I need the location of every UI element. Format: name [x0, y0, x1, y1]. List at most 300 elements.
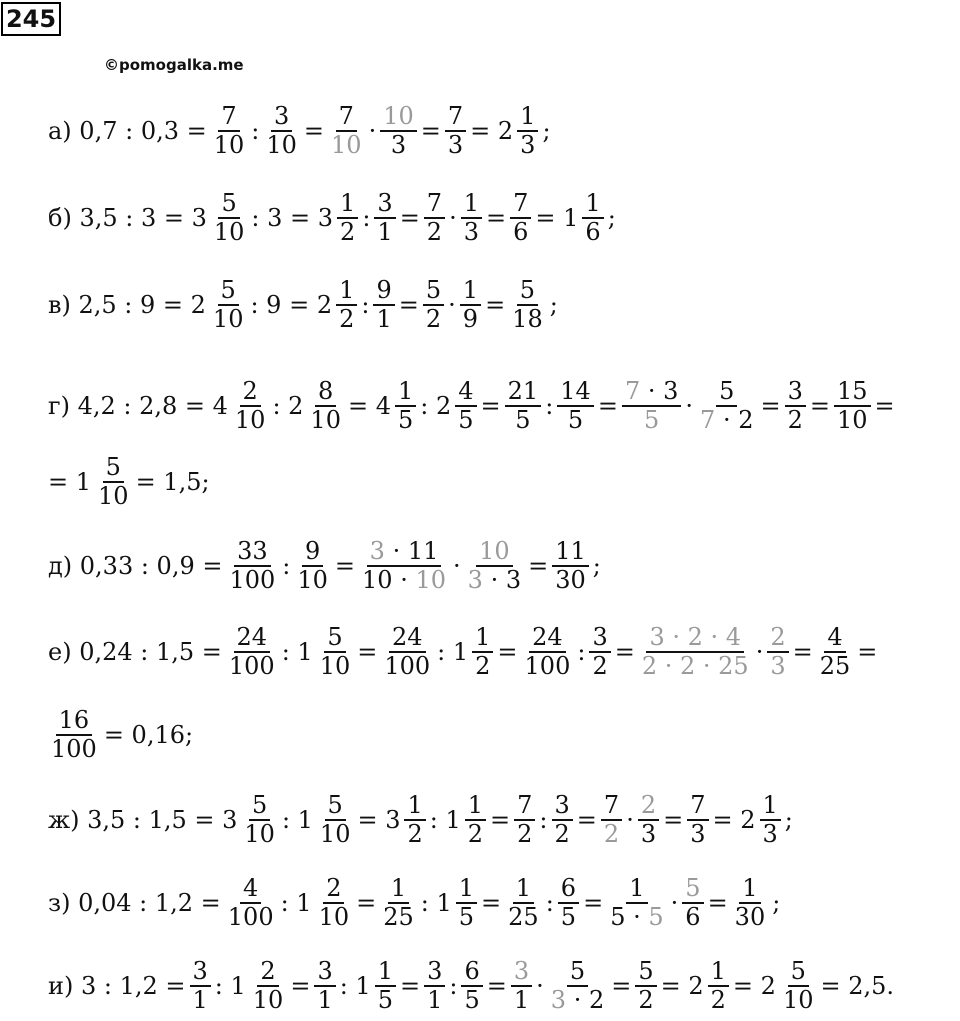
fraction-denominator: 5 [644, 406, 660, 434]
fraction-numerator: 4 [455, 378, 476, 407]
fraction [455, 378, 476, 434]
fraction [263, 103, 300, 159]
fraction-denominator: 100 [384, 652, 431, 680]
fraction-denominator: 2 [592, 652, 608, 680]
fraction-numerator: 1 [708, 958, 729, 987]
fraction [380, 875, 417, 931]
fraction-numerator: 1 [404, 792, 425, 821]
fraction-numerator: 5 [218, 277, 239, 306]
fraction [48, 707, 100, 763]
fraction-denominator [697, 407, 756, 434]
equation-text: : [251, 117, 260, 145]
fraction [638, 792, 659, 848]
fraction-denominator: 5 [458, 903, 475, 931]
fraction-denominator: 3 [762, 820, 778, 848]
fraction-numerator: 24 [234, 624, 271, 653]
fraction-denominator: 2 [603, 820, 620, 848]
fraction-numerator: 1 [375, 958, 396, 987]
fraction-numerator: 1 [456, 875, 477, 904]
equation-text: ; [772, 889, 781, 917]
fraction [510, 190, 531, 246]
fraction [328, 103, 365, 159]
equation-text: : [545, 392, 554, 420]
fraction-denominator: 30 [555, 566, 586, 594]
equation-text: = [486, 972, 507, 1000]
fraction-segment: · 2 [722, 406, 754, 434]
fraction-denominator: 100 [51, 735, 97, 763]
fraction-numerator: 7 [336, 103, 357, 132]
equation-text: = [420, 117, 441, 145]
equation-text: : 1 [214, 972, 246, 1000]
equation-text: · [448, 291, 456, 319]
fraction [336, 277, 357, 333]
fraction-segment: 3 · 2 · 4 [649, 623, 742, 652]
fraction-numerator: 24 [389, 624, 426, 653]
equation-text: : 9 = 2 [250, 291, 333, 319]
fraction [505, 875, 542, 931]
equation-text: = [583, 889, 604, 917]
equation-text: = 2 [660, 972, 704, 1000]
equation-text: : 2 [420, 392, 452, 420]
fraction-denominator: 2 [339, 305, 355, 333]
equation-line-v [46, 270, 560, 340]
watermark: ©pomogalka.me [104, 56, 244, 74]
fraction-denominator: 6 [685, 903, 701, 931]
equation-text: = 2 [732, 972, 776, 1000]
equation-text: : [539, 806, 548, 834]
equation-text: = 2 [470, 117, 514, 145]
fraction-denominator: 2 [475, 652, 491, 680]
problem-number: 245 [1, 2, 61, 36]
equation-text: б) 3,5 : 3 = 3 [48, 204, 207, 232]
equation-line-b [46, 183, 618, 253]
fraction [211, 190, 248, 246]
fraction-segment: 2 · 2 · 25 [641, 652, 749, 680]
equation-text: : 1 [437, 638, 469, 666]
equation-text: = [614, 638, 635, 666]
fraction-denominator: 6 [513, 218, 529, 246]
fraction-denominator: 5 [515, 406, 531, 434]
equation-text: = [398, 291, 419, 319]
fraction [760, 792, 781, 848]
equation-text: : [545, 889, 554, 917]
fraction-denominator [359, 567, 449, 594]
equation-line-g2 [46, 447, 212, 517]
fraction-denominator: 25 [508, 903, 539, 931]
fraction [514, 792, 535, 848]
fraction [687, 792, 708, 848]
fraction-numerator: 1 [336, 277, 357, 306]
equation-text: ; [607, 204, 616, 232]
equation-text: г) 4,2 : 2,8 = 4 [48, 392, 228, 420]
fraction-numerator: 2 [767, 624, 788, 653]
fraction-denominator [548, 987, 607, 1014]
fraction-denominator: 2 [467, 820, 484, 848]
equation-text: · [368, 117, 377, 145]
fraction-denominator: 3 [390, 131, 407, 159]
fraction-denominator: 5 [567, 406, 584, 434]
fraction-denominator: 25 [383, 903, 414, 931]
equation-text: = 1 [48, 468, 92, 496]
equation-text: д) 0,33 : 0,9 = [48, 552, 223, 580]
fraction-numerator [622, 378, 681, 407]
fraction-denominator: 5 [397, 406, 414, 434]
fraction-numerator: 1 [461, 190, 482, 219]
fraction-denominator: 18 [512, 305, 543, 333]
fraction [622, 378, 681, 434]
fraction [509, 277, 546, 333]
fraction-numerator: 3 [374, 190, 395, 219]
equation-text: : 1 [339, 972, 371, 1000]
fraction [517, 103, 538, 159]
fraction [337, 190, 358, 246]
equation-text: = [597, 392, 618, 420]
equation-text: = 2 [712, 806, 756, 834]
equation-line-a [46, 96, 553, 166]
fraction-numerator: 5 [103, 454, 124, 483]
equation-line-zh [46, 785, 795, 855]
equation-text: = [857, 638, 878, 666]
fraction [511, 958, 532, 1014]
fraction-numerator: 1 [760, 792, 781, 821]
equation-text: = [303, 117, 325, 145]
fraction-numerator: 7 [687, 792, 708, 821]
equation-text: ; [542, 117, 551, 145]
equation-text: : 2 [272, 392, 304, 420]
equation-text: = [486, 204, 507, 232]
fraction-numerator: 2 [257, 958, 278, 987]
fraction [461, 958, 482, 1014]
fraction-numerator: 5 [423, 277, 444, 306]
fraction [307, 378, 344, 434]
equation-text: = 3 [357, 806, 401, 834]
equation-text: = [290, 972, 311, 1000]
equation-text: : [449, 972, 458, 1000]
fraction-denominator: 3 [690, 820, 706, 848]
fraction-denominator: 10 [331, 131, 362, 159]
fraction [732, 875, 769, 931]
fraction [317, 624, 354, 680]
fraction-denominator: 1 [377, 218, 393, 246]
equation-text: : 1 [281, 638, 313, 666]
fraction [374, 190, 395, 246]
fraction-denominator: 3 [447, 131, 464, 159]
equation-text: ; [592, 552, 601, 580]
fraction-numerator: 1 [337, 190, 358, 219]
fraction [381, 624, 433, 680]
fraction-denominator: 10 [318, 903, 350, 931]
fraction-denominator: 3 [463, 218, 479, 246]
equation-text: = [356, 889, 377, 917]
fraction-numerator: 7 [514, 792, 535, 821]
fraction-denominator: 1 [513, 986, 530, 1014]
fraction [316, 875, 353, 931]
fraction-numerator: 5 [716, 378, 737, 407]
fraction-denominator: 10 [782, 986, 814, 1014]
equation-text: · [453, 552, 461, 580]
fraction [424, 958, 445, 1014]
fraction-denominator: 6 [585, 218, 601, 246]
fraction [460, 277, 481, 333]
equation-text: = [357, 638, 378, 666]
fraction [373, 277, 394, 333]
fraction-numerator: 10 [380, 103, 417, 132]
fraction-denominator: 1 [376, 305, 392, 333]
fraction-numerator: 21 [505, 378, 542, 407]
fraction-segment: 7 [624, 377, 641, 406]
fraction [359, 538, 449, 594]
fraction [817, 624, 854, 680]
equation-text: = 4 [347, 392, 391, 420]
fraction-denominator: 3 [770, 652, 786, 680]
fraction-denominator: 5 [560, 903, 577, 931]
equation-text: = [481, 889, 502, 917]
equation-text: = [528, 552, 549, 580]
fraction-numerator: 2 [323, 875, 344, 904]
fraction [589, 624, 610, 680]
equation-text: = [663, 806, 684, 834]
equation-text: а) 0,7 : 0,3 = [48, 117, 207, 145]
equation-text: · [670, 889, 679, 917]
equation-text: = [809, 392, 830, 420]
fraction-denominator: 10 [319, 820, 351, 848]
equation-text: в) 2,5 : 9 = 2 [48, 291, 206, 319]
equation-text: · [449, 204, 457, 232]
fraction-denominator: 10 [244, 820, 275, 848]
fraction-numerator: 14 [557, 378, 594, 407]
equation-text: : 1 [280, 889, 312, 917]
equation-text: = 2,5. [820, 972, 895, 1000]
fraction [317, 792, 354, 848]
fraction-denominator: 3 [640, 820, 657, 848]
fraction-numerator: 3 [424, 958, 445, 987]
fraction-segment: 3 [467, 566, 483, 594]
fraction-numerator: 1 [395, 378, 416, 407]
fraction-numerator: 1 [626, 875, 647, 904]
fraction-numerator: 4 [824, 624, 845, 653]
equation-text: : [282, 552, 291, 580]
fraction [210, 277, 247, 333]
fraction-segment: 3 [369, 537, 385, 566]
fraction-denominator: 10 [266, 131, 297, 159]
fraction-numerator: 10 [476, 538, 513, 567]
fraction [780, 958, 817, 1014]
fraction [601, 792, 622, 848]
fraction-denominator: 10 [213, 131, 245, 159]
fraction-denominator: 100 [227, 903, 274, 931]
fraction [241, 792, 278, 848]
fraction-segment: 3 [550, 986, 567, 1014]
fraction-numerator: 3 [511, 958, 532, 987]
fraction-denominator: 5 [377, 986, 393, 1014]
equation-text: : [577, 638, 586, 666]
equation-text: · [755, 638, 764, 666]
fraction-segment: 7 [700, 406, 716, 434]
fraction [226, 624, 278, 680]
fraction-numerator: 5 [635, 958, 656, 987]
fraction [465, 792, 486, 848]
equation-text: · [626, 806, 634, 834]
fraction-denominator: 5 [464, 986, 480, 1014]
fraction-segment: 10 [415, 566, 447, 594]
equation-text: з) 0,04 : 1,2 = [48, 889, 221, 917]
equation-text: = [399, 972, 421, 1000]
fraction-numerator: 7 [218, 103, 239, 132]
fraction-denominator: 25 [819, 652, 851, 680]
fraction [424, 190, 445, 246]
fraction-numerator: 7 [445, 103, 466, 132]
fraction-numerator: 8 [315, 378, 336, 407]
fraction-denominator: 10 [234, 406, 266, 434]
fraction-denominator: 1 [192, 986, 208, 1014]
equation-text: = [480, 392, 501, 420]
fraction-numerator: 6 [461, 958, 482, 987]
fraction [558, 875, 579, 931]
fraction-numerator: 2 [240, 378, 261, 407]
fraction-segment: · 11 [392, 537, 439, 566]
fraction-denominator: 9 [462, 305, 479, 333]
fraction-denominator [639, 653, 752, 680]
fraction-numerator: 5 [682, 875, 703, 904]
fraction-denominator: 2 [554, 820, 570, 848]
equation-line-d [46, 531, 603, 601]
fraction [548, 958, 607, 1014]
equation-text: · [685, 392, 694, 420]
fraction-denominator: 100 [228, 652, 275, 680]
equation-text: : 1 [420, 889, 452, 917]
fraction-numerator: 5 [218, 190, 239, 219]
fraction-denominator: 1 [427, 986, 443, 1014]
equation-text: = [611, 972, 632, 1000]
fraction [682, 875, 703, 931]
fraction [465, 538, 524, 594]
fraction-denominator: 100 [524, 652, 571, 680]
fraction-denominator: 10 [297, 566, 328, 594]
fraction [552, 538, 589, 594]
fraction [456, 875, 477, 931]
equation-text: = [760, 392, 781, 420]
fraction-numerator: 16 [56, 707, 93, 736]
equation-text: = [707, 889, 728, 917]
equation-text: ; [549, 291, 558, 319]
fraction-numerator: 1 [582, 190, 603, 219]
equation-text: = [334, 552, 356, 580]
fraction-denominator: 10 [319, 652, 351, 680]
fraction-denominator: 2 [340, 218, 356, 246]
fraction-denominator: 10 [213, 218, 245, 246]
fraction-segment: · 3 [490, 566, 522, 594]
equation-text: : [361, 291, 370, 319]
fraction-segment: 10 · [362, 566, 408, 594]
fraction [190, 958, 211, 1014]
fraction-numerator: 11 [552, 538, 589, 567]
equation-text: = [485, 291, 506, 319]
equation-line-e [46, 617, 879, 687]
fraction-numerator: 5 [249, 792, 270, 821]
fraction-numerator: 33 [234, 538, 271, 567]
fraction [472, 624, 493, 680]
fraction [445, 103, 466, 159]
fraction [697, 378, 756, 434]
equation-text: : [362, 204, 371, 232]
fraction [294, 538, 331, 594]
fraction [95, 454, 132, 510]
equation-text: = [399, 204, 420, 232]
equation-text: = [874, 392, 895, 420]
equation-text: и) 3 : 1,2 = [48, 972, 186, 1000]
fraction-numerator: 9 [373, 277, 394, 306]
fraction-denominator: 10 [310, 406, 341, 434]
fraction-denominator [465, 567, 524, 594]
fraction-denominator: 3 [520, 131, 536, 159]
fraction-denominator: 100 [229, 566, 276, 594]
fraction [461, 190, 482, 246]
fraction-numerator: 1 [513, 875, 534, 904]
fraction [380, 103, 417, 159]
fraction [375, 958, 396, 1014]
fraction-numerator: 1 [739, 875, 760, 904]
fraction [708, 958, 729, 1014]
equation-text: ж) 3,5 : 1,5 = 3 [48, 806, 238, 834]
fraction-numerator: 3 [552, 792, 573, 821]
fraction [250, 958, 287, 1014]
fraction-numerator: 3 [589, 624, 610, 653]
equation-text: = [490, 806, 511, 834]
fraction-numerator: 2 [638, 792, 659, 821]
fraction-segment: 5 [648, 903, 664, 931]
fraction-denominator: 10 [836, 406, 868, 434]
fraction-numerator: 3 [785, 378, 806, 407]
fraction-denominator: 2 [407, 820, 423, 848]
fraction-denominator: 2 [517, 820, 533, 848]
equation-text: ; [784, 806, 793, 834]
fraction [582, 190, 603, 246]
fraction [314, 958, 335, 1014]
fraction-denominator: 2 [425, 305, 442, 333]
fraction-numerator: 3 [314, 958, 335, 987]
equation-text: · [536, 972, 544, 1000]
fraction-denominator: 10 [212, 305, 244, 333]
fraction [226, 538, 278, 594]
equation-line-z [46, 868, 782, 938]
fraction [395, 378, 416, 434]
fraction-numerator: 9 [302, 538, 323, 567]
fraction-numerator [367, 538, 442, 567]
fraction-denominator: 5 [458, 406, 474, 434]
fraction-denominator [607, 904, 666, 931]
fraction-denominator: 2 [710, 986, 726, 1014]
fraction [834, 378, 871, 434]
equation-text: = [792, 638, 813, 666]
fraction-numerator: 1 [465, 792, 486, 821]
fraction [211, 103, 248, 159]
fraction-denominator: 1 [317, 986, 333, 1014]
fraction [505, 378, 542, 434]
fraction-numerator: 5 [325, 792, 346, 821]
fraction-denominator: 10 [98, 482, 129, 510]
fraction [225, 875, 277, 931]
fraction-denominator: 2 [638, 986, 654, 1014]
fraction-segment: · 3 [647, 377, 679, 406]
fraction-denominator: 10 [252, 986, 284, 1014]
fraction-numerator: 5 [788, 958, 809, 987]
equation-text: = 1 [535, 204, 579, 232]
fraction-numerator: 5 [324, 624, 345, 653]
equation-text: : 1 [281, 806, 313, 834]
fraction-numerator: 3 [190, 958, 211, 987]
fraction-numerator: 3 [271, 103, 292, 132]
fraction-numerator: 5 [567, 958, 588, 987]
